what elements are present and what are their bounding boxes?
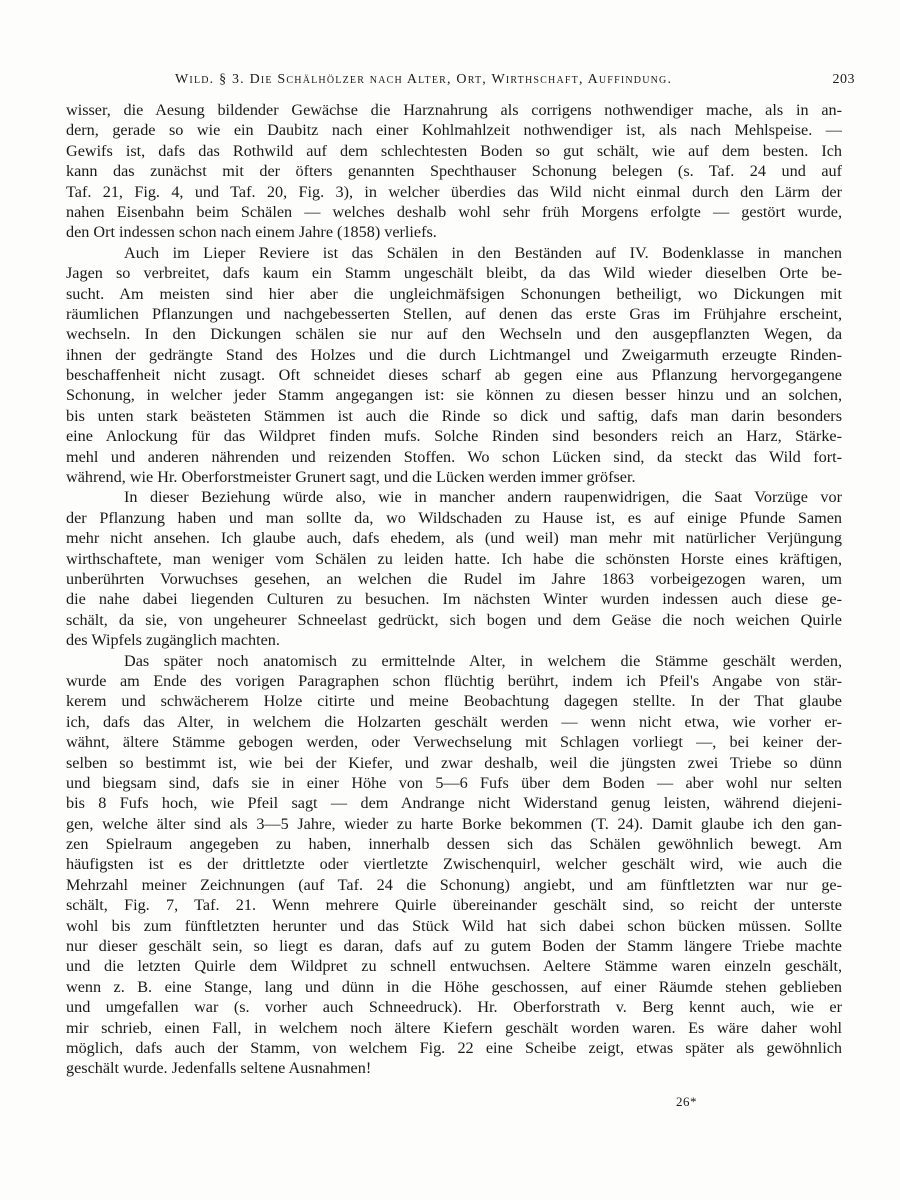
paragraph-first-line: Auch im Lieper Reviere ist das Schälen in den Beständen auf IV. Bodenklasse in manchen [124, 243, 842, 262]
text-line: den Ort indessen schon nach einem Jahre (1858) verliefs. [66, 223, 437, 242]
text-line: möglich, dafs auch der Stamm, von welchem Fig. 22 eine Scheibe zeigt, etwas später als gewöhnlich [66, 1038, 842, 1057]
text-line: dern, gerade so wie ein Daubitz nach einer Kohlmahlzeit nothwendiger ist, als nach Mehlspeise. — [66, 121, 842, 140]
text-line: kann das zunächst mit der öfters genannten Spechthauser Schonung belegen (s. Taf. 24 und auf [66, 162, 842, 181]
text-line: selben so bestimmt ist, wie bei der Kiefer, und zwar deshalb, weil die jüngsten zwei Triebe so dünn [66, 753, 842, 772]
text-line: unberührten Vorwuchses gesehen, an welchen die Rudel im Jahre 1863 vorbeigezogen waren, um [66, 569, 842, 588]
text-line: wenn z. B. eine Stange, lang und dünn in die Höhe geschossen, auf einer Räumde stehen geblieben [66, 977, 842, 996]
text-line: wohl bis zum fünftletzten herunter und das Stück Wild hat sich dabei schon bücken müssen. Sollte [66, 916, 842, 935]
text-line: eine Anlockung für das Wildpret finden mufs. Solche Rinden sind besonders reich an Harz, Stärke- [66, 427, 842, 446]
text-line: und biegsam sind, dafs sie in einer Höhe von 5—6 Fufs über dem Boden — aber wohl nur selten [66, 773, 842, 792]
text-line: sucht. Am meisten sind hier aber die ungleichmäfsigen Schonungen betheiligt, wo Dickungen mit [66, 284, 842, 303]
text-line: wähnt, ältere Stämme gebogen werden, oder Verwechselung mit Schlagen vorliegt —, bei keiner der- [66, 733, 842, 752]
text-line: bis unten stark beästeten Stämmen ist auch die Rinde so dick und saftig, dafs man darin besonders [66, 406, 842, 425]
text-line: mehl und anderen nährenden und reizenden Stoffen. Wo schon Lücken sind, da steckt das Wild fort- [66, 447, 842, 466]
text-line: Gewifs ist, dafs das Rothwild auf dem schlechtesten Boden so gut schält, wie auf dem besten. Ich [66, 141, 842, 160]
text-line: mir schrieb, einen Fall, in welchem noch ältere Kiefern geschält worden waren. Es wäre daher wohl [66, 1018, 842, 1037]
body-text [66, 100, 842, 1079]
running-head [175, 72, 855, 96]
text-line: wurde am Ende des vorigen Paragraphen schon flüchtig berührt, indem ich Pfeil's Angabe von stär- [66, 671, 842, 690]
signature-mark: 26* [676, 1094, 697, 1109]
text-line: wisser, die Aesung bildender Gewächse die Harznahrung als corrigens nothwendiger mache, als in an- [66, 101, 842, 119]
text-line: ich, dafs das Alter, in welchem die Holzarten geschält werden — wenn nicht etwa, wie vorher er- [66, 712, 842, 731]
text-line: räumlichen Pflanzungen und nachgebesserten Stellen, auf denen das erste Gras im Frühjahre erscheint, [66, 304, 842, 323]
text-line: des Wipfels zugänglich machten. [66, 631, 280, 650]
text-line: mehr nicht ansehen. Ich glaube auch, dafs ehedem, als (und weil) man mehr mit natürlicher Verjüngung [66, 529, 842, 548]
text-line: Schonung, in welcher jeder Stamm angegangen ist: sie können zu diesen besser hinzu und an solchen, [66, 386, 842, 405]
paragraph-first-line: Das später noch anatomisch zu ermittelnde Alter, in welchem die Stämme geschält werden, [124, 651, 842, 670]
text-line: während, wie Hr. Oberforstmeister Grunert sagt, und die Lücken werden immer gröfser. [66, 468, 636, 487]
text-line: Jagen so verbreitet, dafs kaum ein Stamm ungeschält bleibt, da das Wild wieder dieselben Orte be- [66, 264, 842, 283]
text-line: kerem und schwächerem Holze citirte und meine Beobachtung dagegen stellte. In der That glaube [66, 692, 842, 711]
text-line: bis 8 Fufs hoch, wie Pfeil sagt — dem Andrange nicht Widerstand genug leisten, während diejeni- [66, 794, 842, 813]
text-line: beschaffenheit nicht zusagt. Oft schneidet dieses scharf ab gegen eine aus Pflanzung hervorgegangene [66, 366, 842, 385]
text-line: schält, Fig. 7, Taf. 21. Wenn mehrere Quirle übereinander geschält sind, so reicht der unterste [66, 896, 842, 915]
text-line: nur dieser geschält sein, so liegt es daran, dafs auf zu gutem Boden der Stamm längere Triebe machte [66, 937, 842, 956]
text-line: nahen Eisenbahn beim Schälen — welches deshalb wohl sehr früh Morgens erfolgte — gestört wurde, [66, 202, 842, 221]
text-line: der Pflanzung haben und man sollte da, wo Wildschaden zu Hause ist, es auf einige Pfunde Samen [66, 508, 842, 527]
text-line: die nahe dabei liegenden Culturen zu besuchen. Im nächsten Winter wurden indessen auch diese ge- [66, 590, 842, 609]
text-line: wirthschaftete, man weniger vom Schälen zu leiden hatte. Ich habe die schönsten Horste eines kräftigen, [66, 549, 842, 568]
text-line: ihnen der gedrängte Stand des Holzes und die durch Lichtmangel und Zweigarmuth erzeugte Rinden- [66, 345, 842, 364]
paragraph-first-line: In dieser Beziehung würde also, wie in mancher andern raupenwidrigen, die Saat Vorzüge vor [124, 488, 842, 507]
running-head-title: Wild. § 3. Die Schälhölzer nach Alter, Ort, Wirthschaft, Auffindung. [175, 72, 673, 87]
text-line: wechseln. In den Dickungen schälen sie nur auf den Wechseln und den ausgepflanzten Wegen, da [66, 325, 842, 344]
text-line: und umgefallen war (s. vorher auch Schneedruck). Hr. Oberforstrath v. Berg kennt auch, wie er [66, 998, 842, 1017]
text-line: Mehrzahl meiner Zeichnungen (auf Taf. 24 die Schonung) angiebt, und am fünftletzten war nur ge- [66, 875, 842, 894]
text-line: häufigsten ist es der drittletzte oder viertletzte Zwischenquirl, welcher geschält wird, wie auch die [66, 855, 842, 874]
text-line: schält, da sie, von ungeheurer Schneelast gedrückt, sich bogen und dem Geäse die noch weichen Quirle [66, 610, 842, 629]
text-line: zen Spielraum angegeben zu haben, innerhalb dessen sich das Schälen gewöhnlich bewegt. Am [66, 835, 842, 854]
page-number: 203 [832, 72, 855, 87]
text-line: geschält wurde. Jedenfalls seltene Ausnahmen! [66, 1059, 372, 1078]
text-line: gen, welche älter sind als 3—5 Jahre, wieder zu harte Borke bekommen (T. 24). Damit glaube ich den gan- [66, 814, 842, 833]
text-line: und die letzten Quirle dem Wildpret zu schnell entwuchsen. Aeltere Stämme waren einzeln geschält, [66, 957, 842, 976]
text-line: Taf. 21, Fig. 4, und Taf. 20, Fig. 3), in welcher überdies das Wild nicht einmal durch den Lärm der [66, 182, 842, 201]
